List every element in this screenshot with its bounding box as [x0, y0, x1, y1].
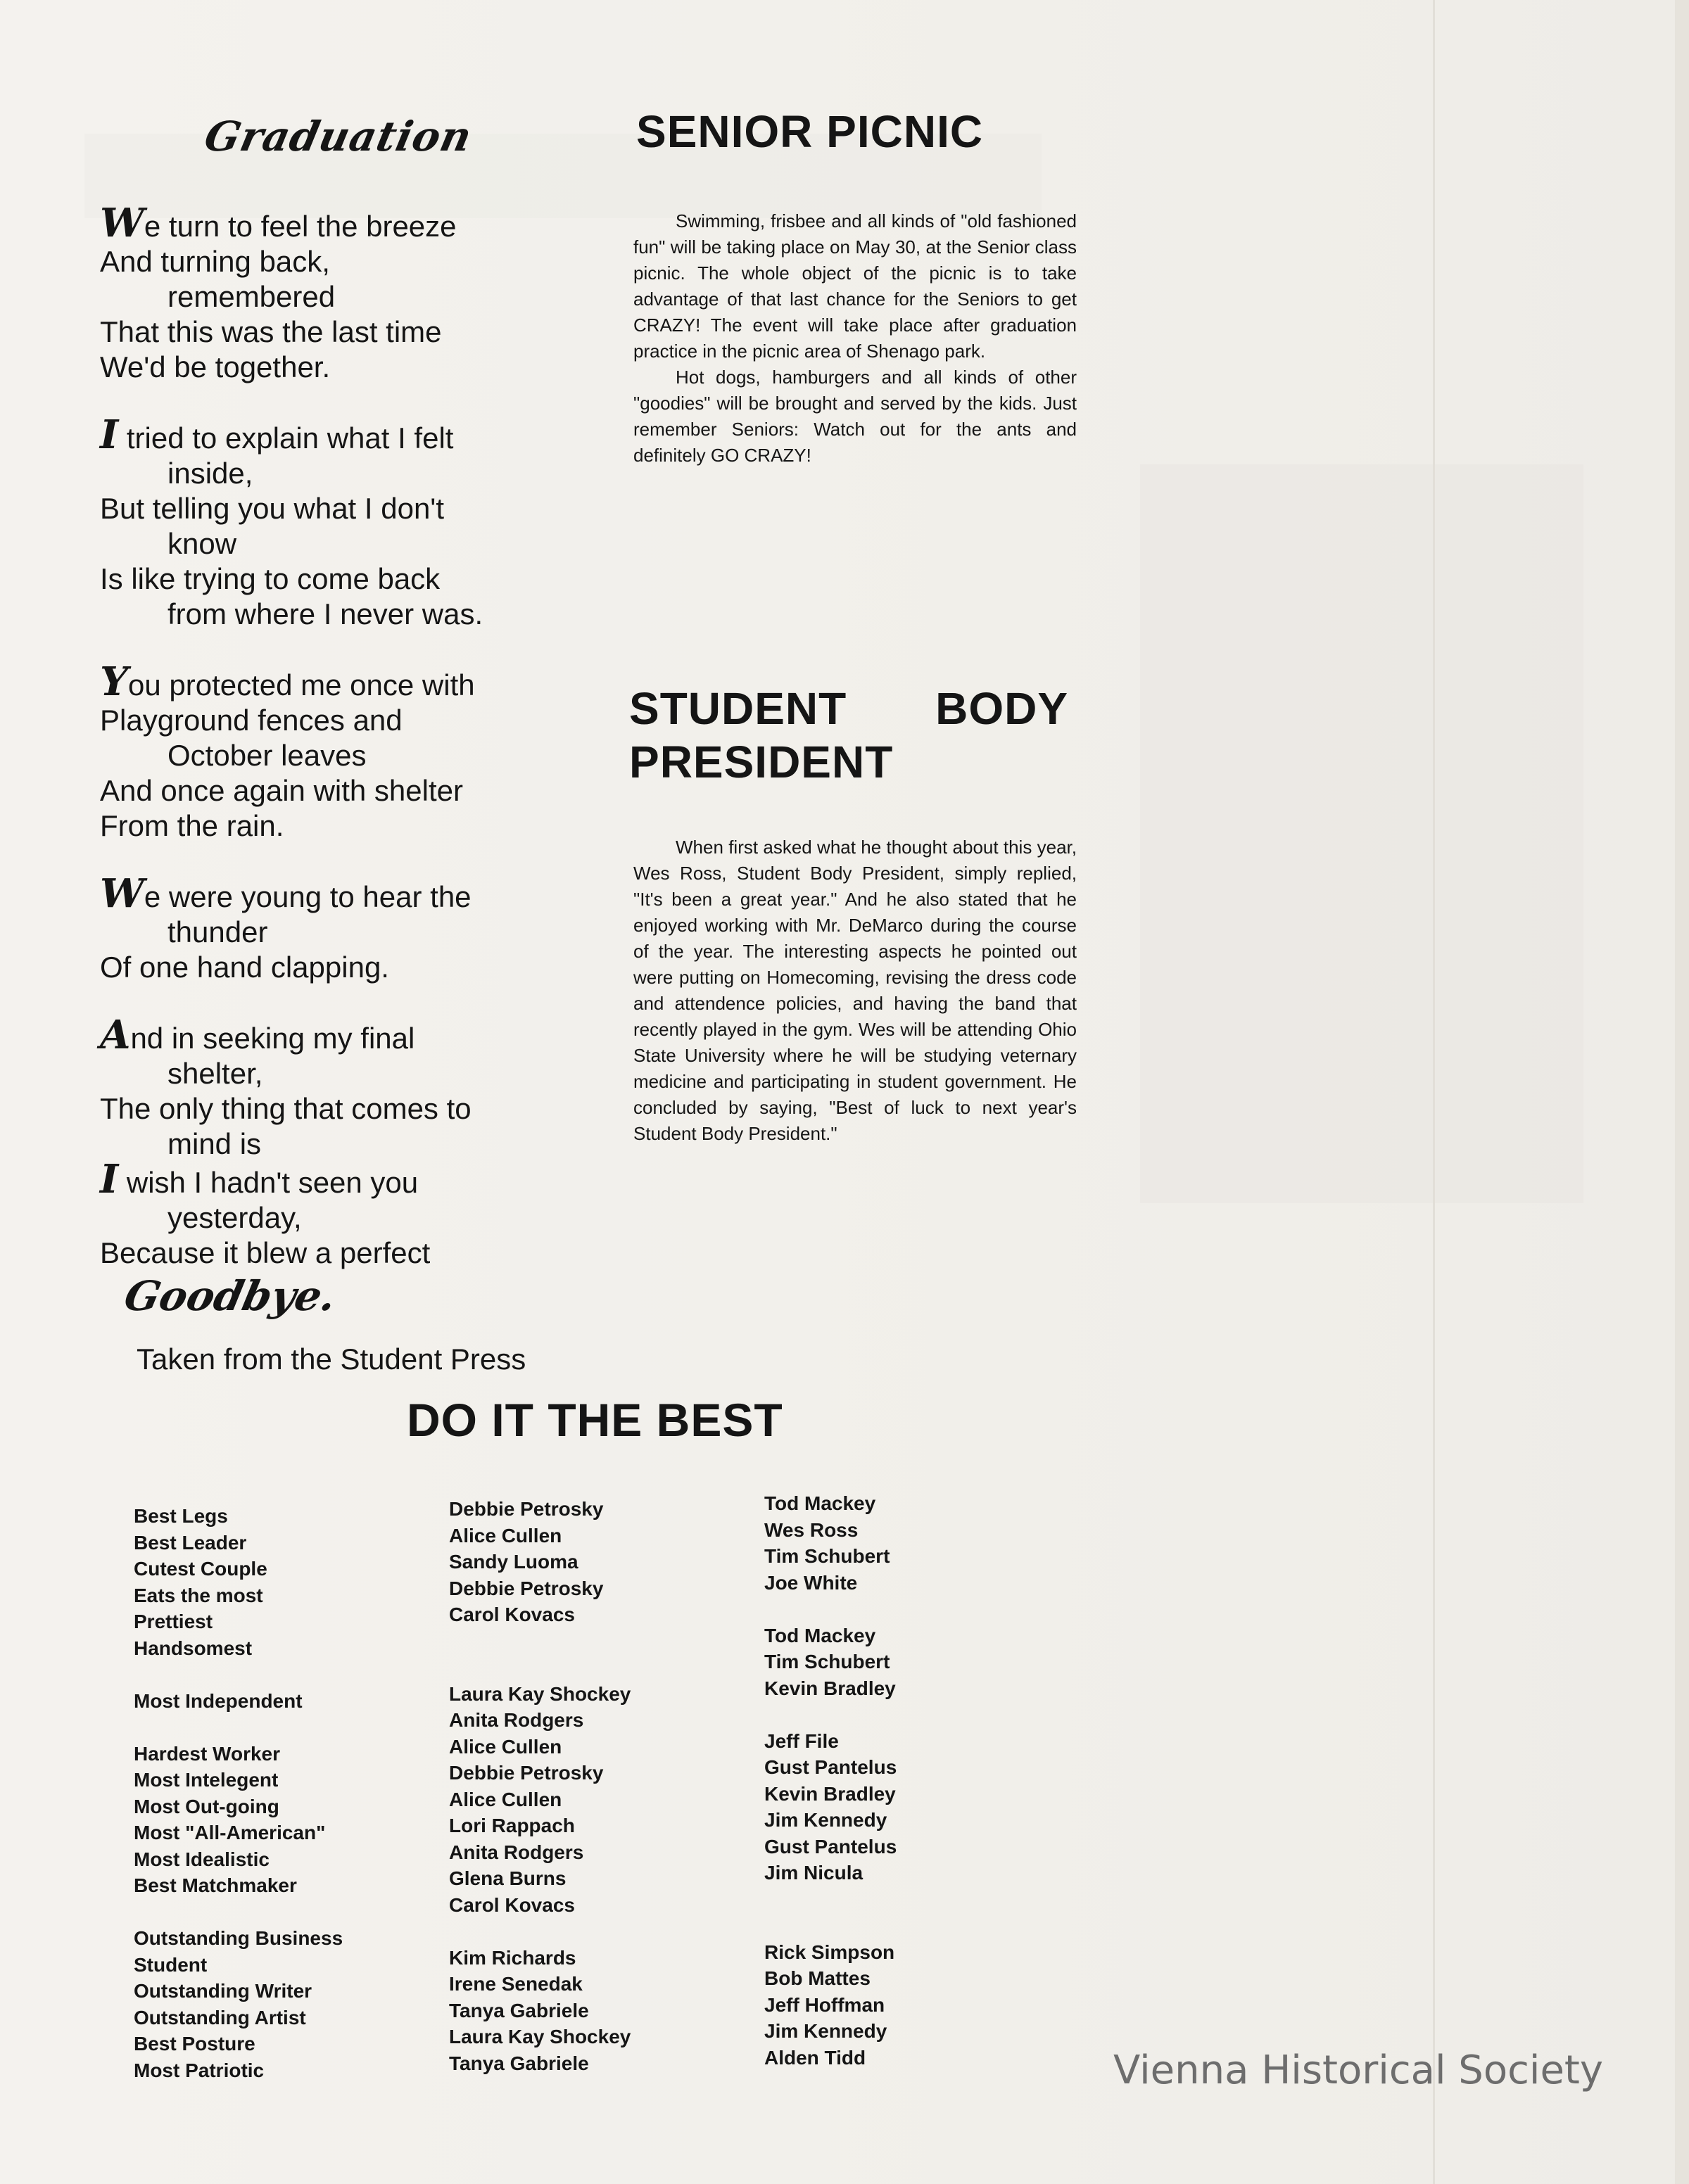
poem-credit: Taken from the Student Press — [137, 1342, 526, 1376]
poem-line-text: We'd be together. — [100, 350, 331, 383]
best-winner-boy: Gust Pantelus — [764, 1835, 897, 1858]
poem-stanza — [100, 412, 586, 632]
poem-stanza — [100, 200, 586, 385]
poem-line-text: ou protected me once with — [127, 668, 475, 701]
best-girls-column — [449, 1496, 631, 2076]
picnic-heading: SENIOR PICNIC — [636, 106, 984, 157]
poem-line — [100, 1091, 586, 1126]
column-gap — [449, 1918, 631, 1945]
poem-line — [100, 279, 586, 315]
best-winner-boy: Kevin Bradley — [764, 1677, 896, 1699]
poem-line — [100, 773, 586, 808]
poem-line — [100, 870, 586, 917]
best-winner-girl: Anita Rodgers — [449, 1841, 584, 1863]
best-winner-girl: Sandy Luoma — [449, 1551, 578, 1573]
picnic-article — [633, 208, 1077, 469]
best-winner-girl: Tanya Gabriele — [449, 1999, 589, 2021]
poem-line-text: e turn to feel the breeze — [144, 210, 457, 243]
poem-stanza — [100, 659, 586, 844]
page-fold — [1433, 0, 1435, 2184]
best-winner-boy: Tod Mackey — [764, 1624, 876, 1646]
best-winner-boy: Bob Mattes — [764, 1967, 871, 1989]
poem-line-text: Is like trying to come back — [100, 562, 441, 595]
poem-line-text: Because it blew a perfect — [100, 1236, 431, 1269]
poem-line-text: from where I never was. — [167, 597, 483, 630]
best-winner-boy: Tim Schubert — [764, 1651, 890, 1672]
best-category: Most Independent — [134, 1689, 303, 1712]
best-winner-girl: Kim Richards — [449, 1946, 576, 1969]
president-heading-line1: STUDENT BODY — [629, 683, 1068, 734]
poem-initial: Y — [100, 659, 128, 705]
poem-line — [100, 1156, 586, 1202]
poem-line — [100, 412, 586, 458]
poem-stanza — [100, 1012, 586, 1162]
best-winner-girl: Lori Rappach — [449, 1815, 575, 1836]
poem-closing: Goodbye. — [120, 1272, 341, 1320]
poem-line — [100, 1012, 586, 1058]
president-article — [633, 834, 1077, 1147]
best-category: Hardest Worker — [134, 1742, 281, 1765]
column-gap — [134, 1661, 343, 1688]
column-gap — [449, 1628, 631, 1655]
poem-line — [100, 315, 586, 350]
poem-line-text: That this was the last time — [100, 315, 442, 348]
best-category: Most "All-American" — [134, 1822, 326, 1843]
best-winner-girl: Tanya Gabriele — [449, 2052, 589, 2074]
column-gap — [764, 1596, 897, 1623]
poem-initial: I — [100, 412, 119, 458]
best-boys-column — [764, 1490, 897, 2071]
best-category: Student — [134, 1953, 208, 1976]
poem-initial: W — [100, 200, 144, 246]
best-category: Prettiest — [134, 1611, 213, 1632]
best-category: Best Matchmaker — [134, 1874, 297, 1896]
poem-line-text: But telling you what I don't — [100, 492, 444, 525]
best-winner-boy: Rick Simpson — [764, 1941, 895, 1963]
poem-line — [100, 200, 586, 246]
picnic-paragraph: Hot dogs, hamburgers and all kinds of other "goodies" will be brought and served by the kids. Just remember Seniors: Watch out for the ants and definitely GO CRAZY! — [633, 367, 1077, 466]
best-winner-girl: Laura Kay Shockey — [449, 2026, 631, 2048]
poem-line-text: remembered — [167, 280, 336, 313]
poem-line — [100, 491, 586, 526]
watermark: Vienna Historical Society — [1113, 2048, 1604, 2093]
best-winner-girl: Carol Kovacs — [449, 1604, 575, 1625]
poem-line-text: shelter, — [167, 1057, 263, 1090]
best-category: Eats the most — [134, 1584, 263, 1606]
poem-body — [100, 200, 586, 1303]
poem-line-text: mind is — [167, 1127, 262, 1160]
poem-line — [100, 597, 586, 632]
poem-line-text: yesterday, — [167, 1201, 302, 1234]
column-gap — [449, 1654, 631, 1681]
best-heading: DO IT THE BEST — [407, 1394, 783, 1446]
column-gap — [134, 1714, 343, 1741]
poem-line — [100, 526, 586, 561]
poem-line-text: nd in seeking my final — [130, 1022, 415, 1055]
poem-line — [100, 1056, 586, 1091]
best-winner-girl: Glena Burns — [449, 1867, 567, 1889]
poem-line-text: From the rain. — [100, 809, 284, 842]
president-paragraph: When first asked what he thought about this year, Wes Ross, Student Body President, simply replied, "It's been a great year." And he also stated that he enjoyed working with Mr. DeMarco during the course of the year. The interesting aspects he pointed out were putting on Homecoming, revising the dress code and attendence policies, and having the band that recently played in the gym. Wes will be attending Ohio State University where he will be studying veternary medicine and participating in student government. He concluded by saying, "Best of luck to next year's Student Body President." — [633, 837, 1077, 1144]
best-category: Most Idealistic — [134, 1848, 270, 1870]
poem-line-text: And turning back, — [100, 245, 330, 278]
best-winner-boy: Joe White — [764, 1571, 858, 1594]
president-heading-line2: PRESIDENT — [629, 737, 894, 787]
poem-line-text: thunder — [167, 915, 268, 948]
best-category: Outstanding Writer — [134, 1980, 312, 2002]
best-winner-boy: Jeff File — [764, 1729, 839, 1752]
poem-line-text: wish I hadn't seen you — [118, 1166, 419, 1199]
poem-line — [100, 244, 586, 279]
best-category: Best Leader — [134, 1531, 247, 1554]
best-winner-girl: Debbie Petrosky — [449, 1762, 604, 1784]
best-category: Best Legs — [134, 1505, 228, 1527]
best-winner-girl: Debbie Petrosky — [449, 1577, 604, 1599]
column-gap — [764, 1701, 897, 1728]
poem-initial: I — [100, 1156, 119, 1202]
best-winner-girl: Alice Cullen — [449, 1788, 562, 1810]
best-winner-boy: Tim Schubert — [764, 1545, 890, 1567]
best-categories-column — [134, 1503, 343, 2083]
best-winner-boy: Alden Tidd — [764, 2046, 866, 2069]
poem-line — [100, 703, 586, 738]
best-winner-boy: Gust Pantelus — [764, 1756, 897, 1778]
poem-line — [100, 738, 586, 773]
poem-line-text: inside, — [167, 457, 253, 490]
best-category: Most Patriotic — [134, 2059, 265, 2081]
poem-line — [100, 1200, 586, 1236]
best-winner-boy: Jeff Hoffman — [764, 1993, 885, 2016]
column-gap — [764, 1886, 897, 1913]
poem-line-text: Of one hand clapping. — [100, 951, 389, 984]
best-winner-girl: Laura Kay Shockey — [449, 1682, 631, 1705]
best-winner-boy: Jim Nicula — [764, 1862, 864, 1884]
best-winner-boy: Tod Mackey — [764, 1492, 876, 1514]
poem-line — [100, 1126, 586, 1162]
best-winner-girl: Irene Senedak — [449, 1973, 583, 1995]
best-category: Outstanding Artist — [134, 2006, 306, 2029]
column-gap — [764, 1912, 897, 1939]
poem-line — [100, 1236, 586, 1271]
poem-line — [100, 659, 586, 705]
best-category: Handsomest — [134, 1637, 253, 1659]
best-category: Best Posture — [134, 2033, 255, 2055]
poem-line — [100, 950, 586, 985]
picnic-paragraph: Swimming, frisbee and all kinds of "old fashioned fun" will be taking place on May 30, at the Senior class picnic. The whole object of the picnic is to take advantage of that last chance for the Seniors to get CRAZY! The event will take place after graduation practice in the picnic area of Shenago park. — [633, 210, 1077, 362]
best-winner-girl: Carol Kovacs — [449, 1893, 575, 1916]
poem-line-text: And once again with shelter — [100, 774, 463, 807]
best-winner-boy: Jim Kennedy — [764, 2020, 887, 2042]
column-gap — [134, 1899, 343, 1926]
poem-line-text: know — [167, 527, 237, 560]
poem-line-text: The only thing that comes to — [100, 1092, 472, 1125]
best-winner-girl: Debbie Petrosky — [449, 1498, 604, 1520]
poem-line — [100, 561, 586, 597]
best-category: Cutest Couple — [134, 1558, 267, 1580]
best-winner-girl: Alice Cullen — [449, 1735, 562, 1758]
poem-line — [100, 350, 586, 385]
best-winner-girl: Anita Rodgers — [449, 1709, 584, 1731]
poem-line-text: tried to explain what I felt — [118, 421, 454, 455]
poem-line-text: e were young to hear the — [144, 880, 472, 913]
poem-line-text: October leaves — [167, 739, 367, 772]
best-category: Outstanding Business — [134, 1927, 343, 1949]
page-edge — [1675, 0, 1689, 2184]
poem-line — [100, 915, 586, 950]
poem-line — [100, 456, 586, 491]
best-winner-girl: Alice Cullen — [449, 1524, 562, 1547]
poem-title: Graduation — [200, 113, 476, 160]
best-winner-boy: Wes Ross — [764, 1518, 859, 1541]
best-winner-boy: Kevin Bradley — [764, 1782, 896, 1805]
poem-initial: W — [100, 870, 144, 917]
poem-stanza — [100, 1156, 586, 1271]
poem-line-text: Playground fences and — [100, 704, 403, 737]
bleed-through-block — [1140, 464, 1583, 1203]
best-winner-boy: Jim Kennedy — [764, 1809, 887, 1831]
best-category: Most Out-going — [134, 1795, 279, 1817]
best-category: Most Intelegent — [134, 1769, 279, 1791]
poem-line — [100, 808, 586, 844]
poem-stanza — [100, 870, 586, 985]
poem-initial: A — [100, 1012, 131, 1058]
